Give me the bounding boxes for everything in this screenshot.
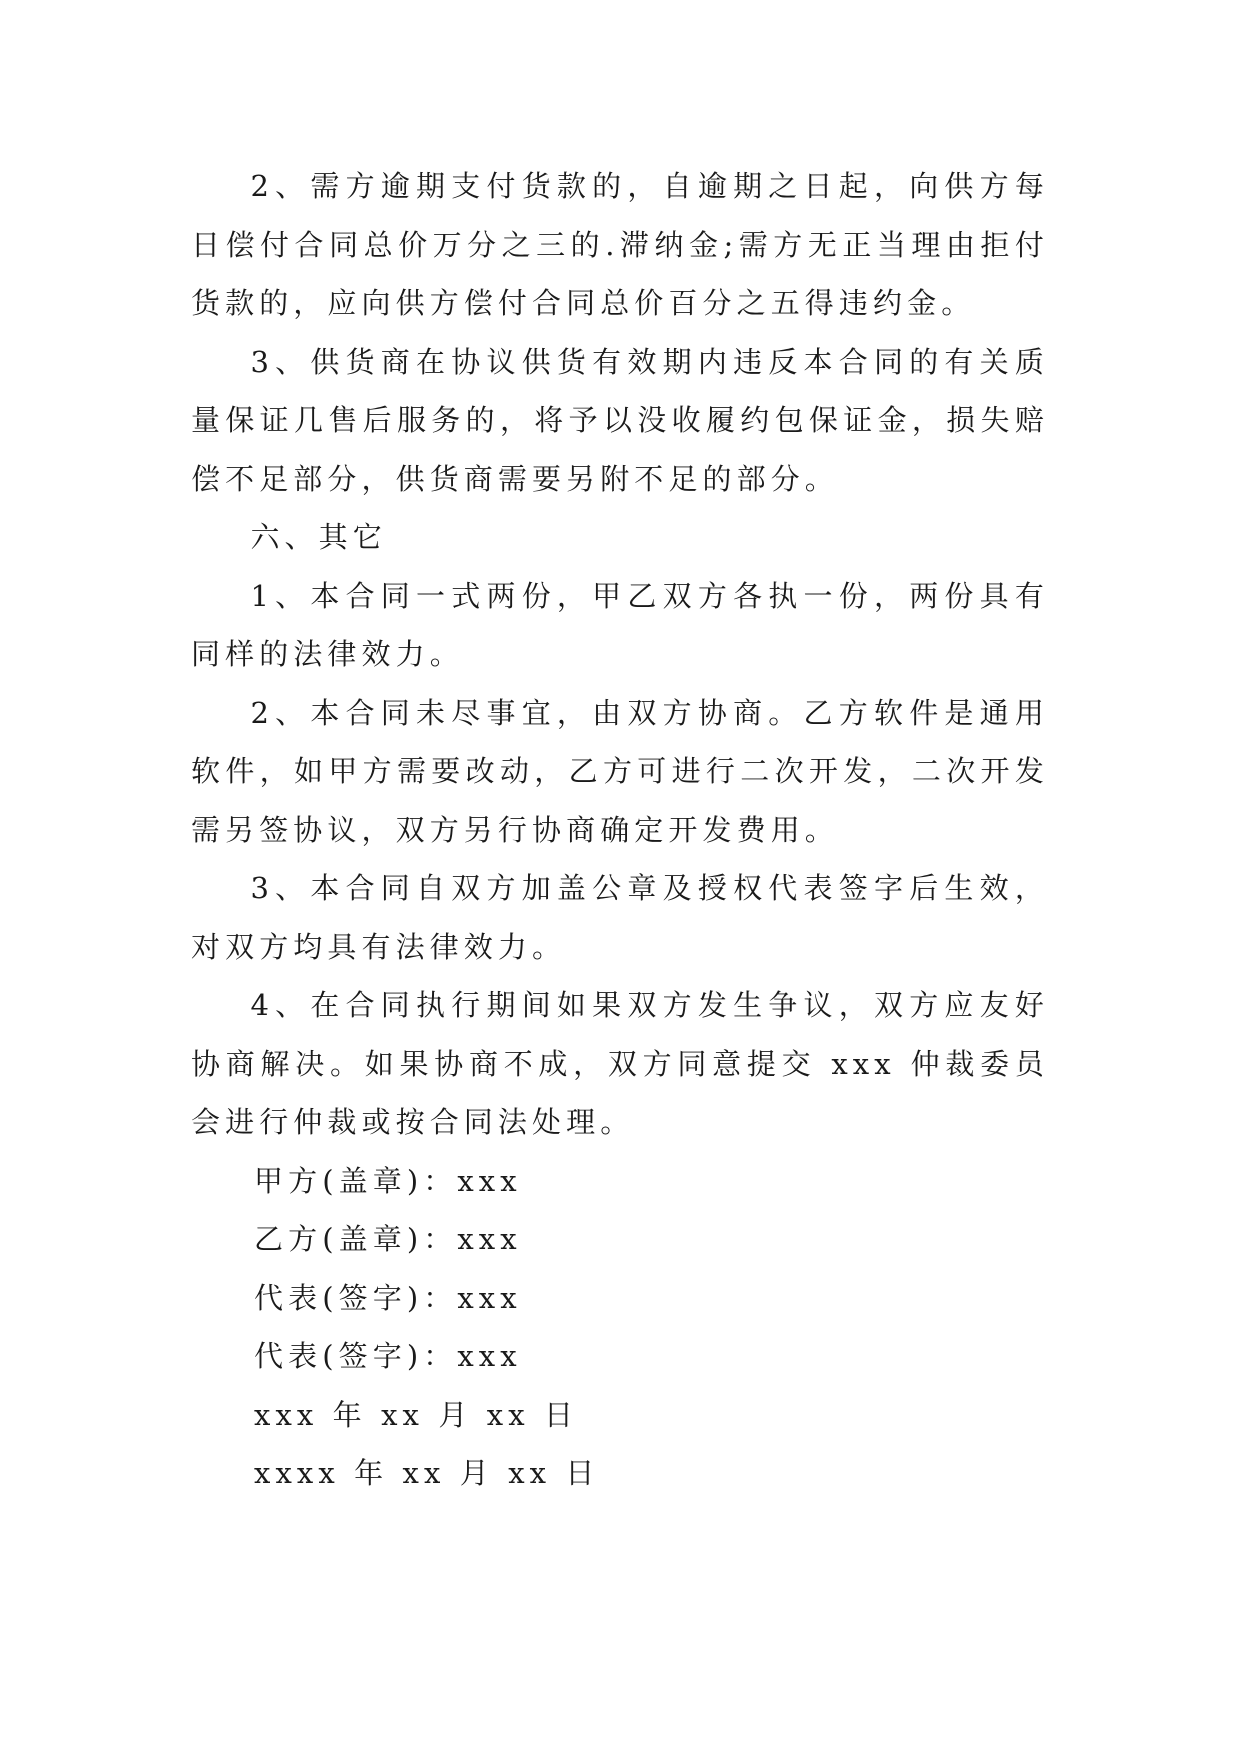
- representative-signature-b: 代表(签字)：xxx: [254, 1339, 522, 1373]
- clause-supplier-breach: 3、供货商在协议供货有效期内违反本合同的有关质量保证几售后服务的，将予以没收履约包保证金，损失赔偿不足部分，供货商需要另附不足的部分。: [191, 344, 1049, 496]
- section-heading-other: 六、其它: [250, 520, 387, 554]
- party-b-seal: 乙方(盖章)：xxx: [254, 1222, 522, 1256]
- representative-signature-a: 代表(签字)：xxx: [254, 1280, 522, 1315]
- party-a-seal: 甲方(盖章)：xxx: [254, 1163, 522, 1198]
- clause-effectiveness: 3、本合同自双方加盖公章及授权代表签字后生效，对双方均具有法律效力。: [191, 871, 1049, 964]
- signing-date-a: xxx 年 xx 月 xx 日: [254, 1397, 579, 1432]
- clause-dispute-resolution: 4、在合同执行期间如果双方发生争议，双方应友好协商解决。如果协商不成，双方同意提交 xxx 仲裁委员会进行仲裁或按合同法处理。: [191, 988, 1049, 1139]
- clause-copies: 1、本合同一式两份，甲乙双方各执一份，两份具有同样的法律效力。: [191, 578, 1049, 671]
- clause-unresolved-matters: 2、本合同未尽事宜，由双方协商。乙方软件是通用软件，如甲方需要改动，乙方可进行二次开发，二次开发需另签协议，双方另行协商确定开发费用。: [191, 695, 1049, 847]
- document-body: [191, 157, 1049, 1503]
- signing-date-b: xxxx 年 xx 月 xx 日: [254, 1456, 600, 1490]
- clause-late-payment: 2、需方逾期支付货款的，自逾期之日起，向供方每日偿付合同总价万分之三的.滞纳金;需方无正当理由拒付货款的，应向供方偿付合同总价百分之五得违约金。: [191, 169, 1049, 320]
